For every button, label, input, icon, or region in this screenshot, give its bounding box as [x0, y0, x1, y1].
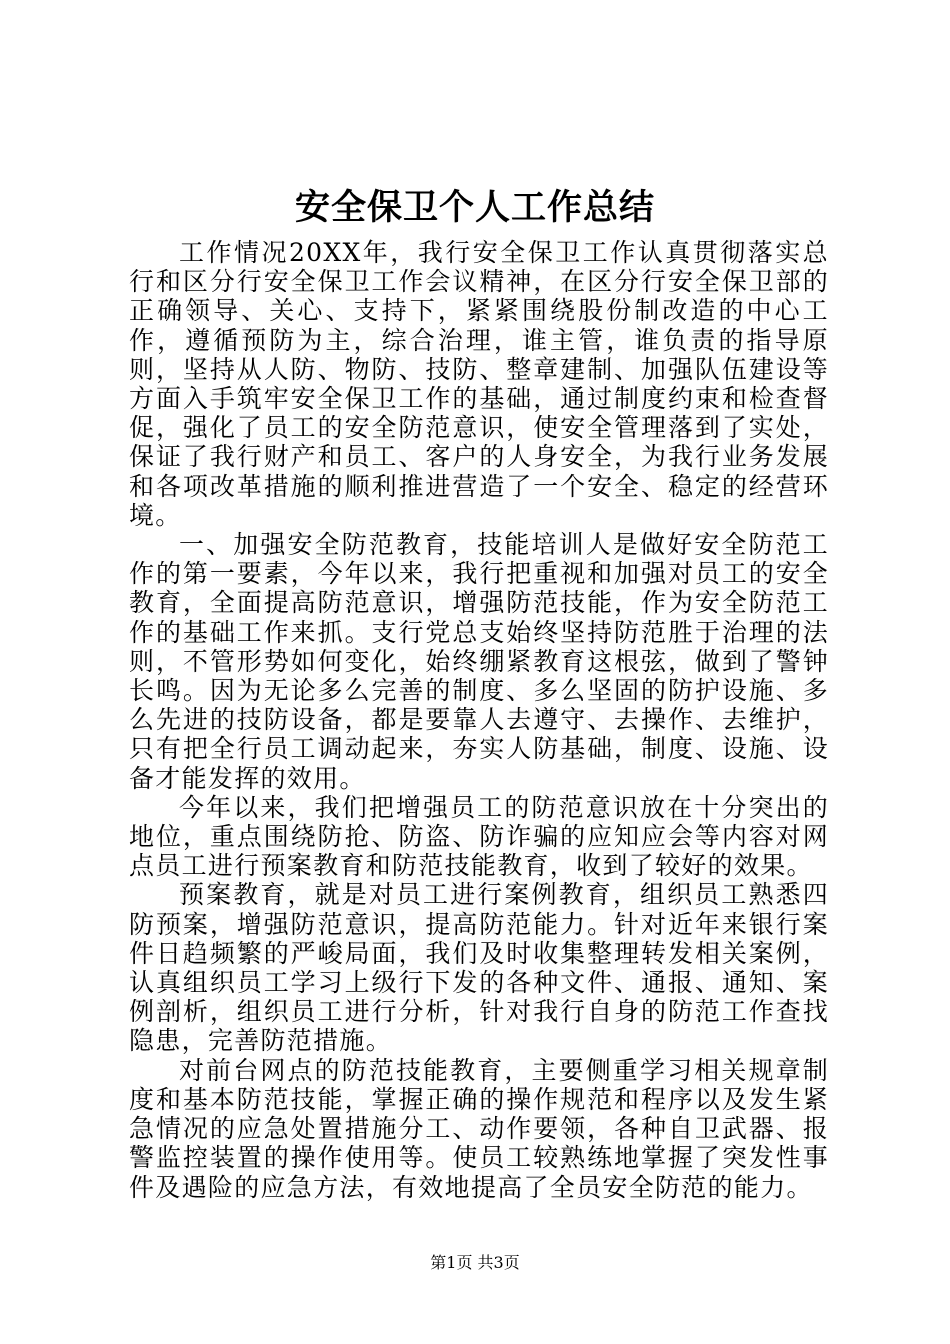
page-number-footer: 第1页 共3页: [430, 1253, 520, 1272]
paragraph: 对前台网点的防范技能教育，主要侧重学习相关规章制度和基本防范技能，掌握正确的操作规范和程序以及发生紧急情况的应急处置措施分工、动作要领，各种自卫武器、报警监控装置的操作使用等。使员工较熟练地掌握了突发性事件及遇险的应急方法，有效地提高了全员安全防范的能力。: [129, 1055, 829, 1202]
paragraph: 工作情况20XX年，我行安全保卫工作认真贯彻落实总行和区分行安全保卫工作会议精神，在区分行安全保卫部的正确领导、关心、支持下，紧紧围绕股份制改造的中心工作，遵循预防为主，综合治理，谁主管，谁负责的指导原则，坚持从人防、物防、技防、整章建制、加强队伍建设等方面入手筑牢安全保卫工作的基础，通过制度约束和检查督促，强化了员工的安全防范意识，使安全管理落到了实处，保证了我行财产和员工、客户的人身安全，为我行业务发展和各项改革措施的顺利推进营造了一个安全、稳定的经营环境。: [129, 238, 829, 530]
paragraph: 预案教育，就是对员工进行案例教育，组织员工熟悉四防预案，增强防范意识，提高防范能力。针对近年来银行案件日趋频繁的严峻局面，我们及时收集整理转发相关案例，认真组织员工学习上级行下发的各种文件、通报、通知、案例剖析，组织员工进行分析，针对我行自身的防范工作查找隐患，完善防范措施。: [129, 880, 829, 1056]
document-body: [129, 238, 829, 1202]
paragraph: 今年以来，我们把增强员工的防范意识放在十分突出的地位，重点围绕防抢、防盗、防诈骗的应知应会等内容对网点员工进行预案教育和防范技能教育，收到了较好的效果。: [129, 792, 829, 881]
document-title: 安全保卫个人工作总结: [294, 188, 655, 228]
paragraph: 一、加强安全防范教育，技能培训人是做好安全防范工作的第一要素，今年以来，我行把重视和加强对员工的安全教育，全面提高防范意识，增强防范技能，作为安全防范工作的基础工作来抓。支行党总支始终坚持防范胜于治理的法则，不管形势如何变化，始终绷紧教育这根弦，做到了警钟长鸣。因为无论多么完善的制度、多么坚固的防护设施、多么先进的技防设备，都是要靠人去遵守、去操作、去维护，只有把全行员工调动起来，夯实人防基础，制度、设施、设备才能发挥的效用。: [129, 530, 829, 793]
